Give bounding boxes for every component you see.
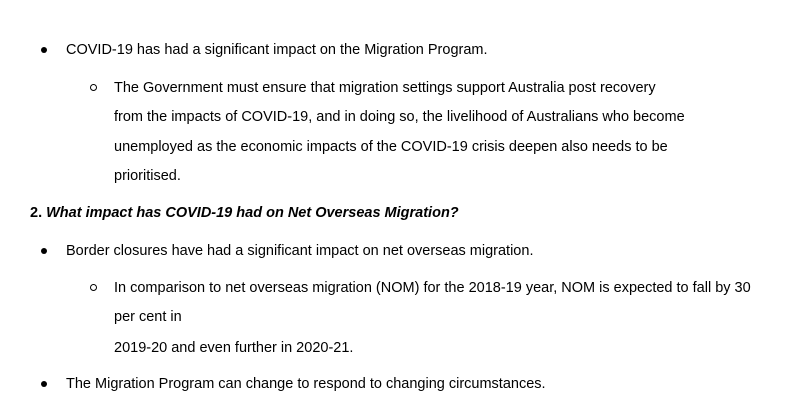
- bullet-text-2: Border closures have had a significant impact on net overseas migration.: [66, 243, 534, 259]
- bullet-icon: [41, 248, 47, 254]
- question-number: 2.: [30, 205, 43, 221]
- question-heading: [30, 204, 459, 222]
- sub-bullet-1-line-2: from the impacts of COVID-19, and in doing so, the livelihood of Australians who become: [114, 109, 685, 125]
- bullet-icon: [41, 381, 47, 387]
- question-text: What impact has COVID-19 had on Net Overseas Migration?: [46, 205, 459, 221]
- bullet-text-3: The Migration Program can change to respond to changing circumstances.: [66, 376, 546, 392]
- sub-bullet-2-line-1: In comparison to net overseas migration (NOM) for the 2018-19 year, NOM is expected to fall by 30: [114, 280, 751, 296]
- sub-bullet-1-line-3: unemployed as the economic impacts of the COVID-19 crisis deepen also needs to be: [114, 139, 668, 155]
- sub-bullet-2-line-3: 2019-20 and even further in 2020-21.: [114, 340, 354, 356]
- bullet-text-1: COVID-19 has had a significant impact on the Migration Program.: [66, 42, 488, 58]
- sub-bullet-icon: [90, 84, 97, 91]
- sub-bullet-1-line-4: prioritised.: [114, 168, 181, 184]
- sub-bullet-1-line-1: The Government must ensure that migration settings support Australia post recovery: [114, 80, 656, 96]
- bullet-icon: [41, 47, 47, 53]
- sub-bullet-2-line-2: per cent in: [114, 309, 182, 325]
- sub-bullet-icon: [90, 284, 97, 291]
